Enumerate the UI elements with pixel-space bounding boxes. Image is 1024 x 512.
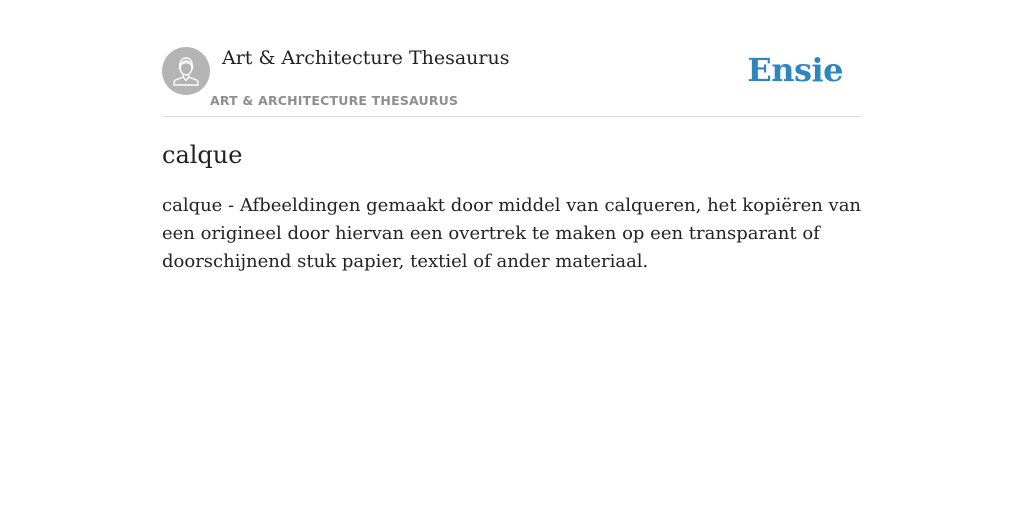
entry-term: calque [162,141,243,169]
author-avatar[interactable] [162,47,210,95]
brand-logo[interactable]: Ensie [747,51,843,89]
user-silhouette-icon [162,47,210,95]
author-tag: ART & ARCHITECTURE THESAURUS [210,93,459,108]
author-name[interactable]: Art & Architecture Thesaurus [222,47,510,69]
page-header [162,0,862,117]
entry-definition: calque - Afbeeldingen gemaakt door middel van calqueren, het kopiëren van een origineel door hiervan een overtrek te maken op een transparant of doorschijnend stuk papier, textiel of ander materiaal. [162,195,862,272]
